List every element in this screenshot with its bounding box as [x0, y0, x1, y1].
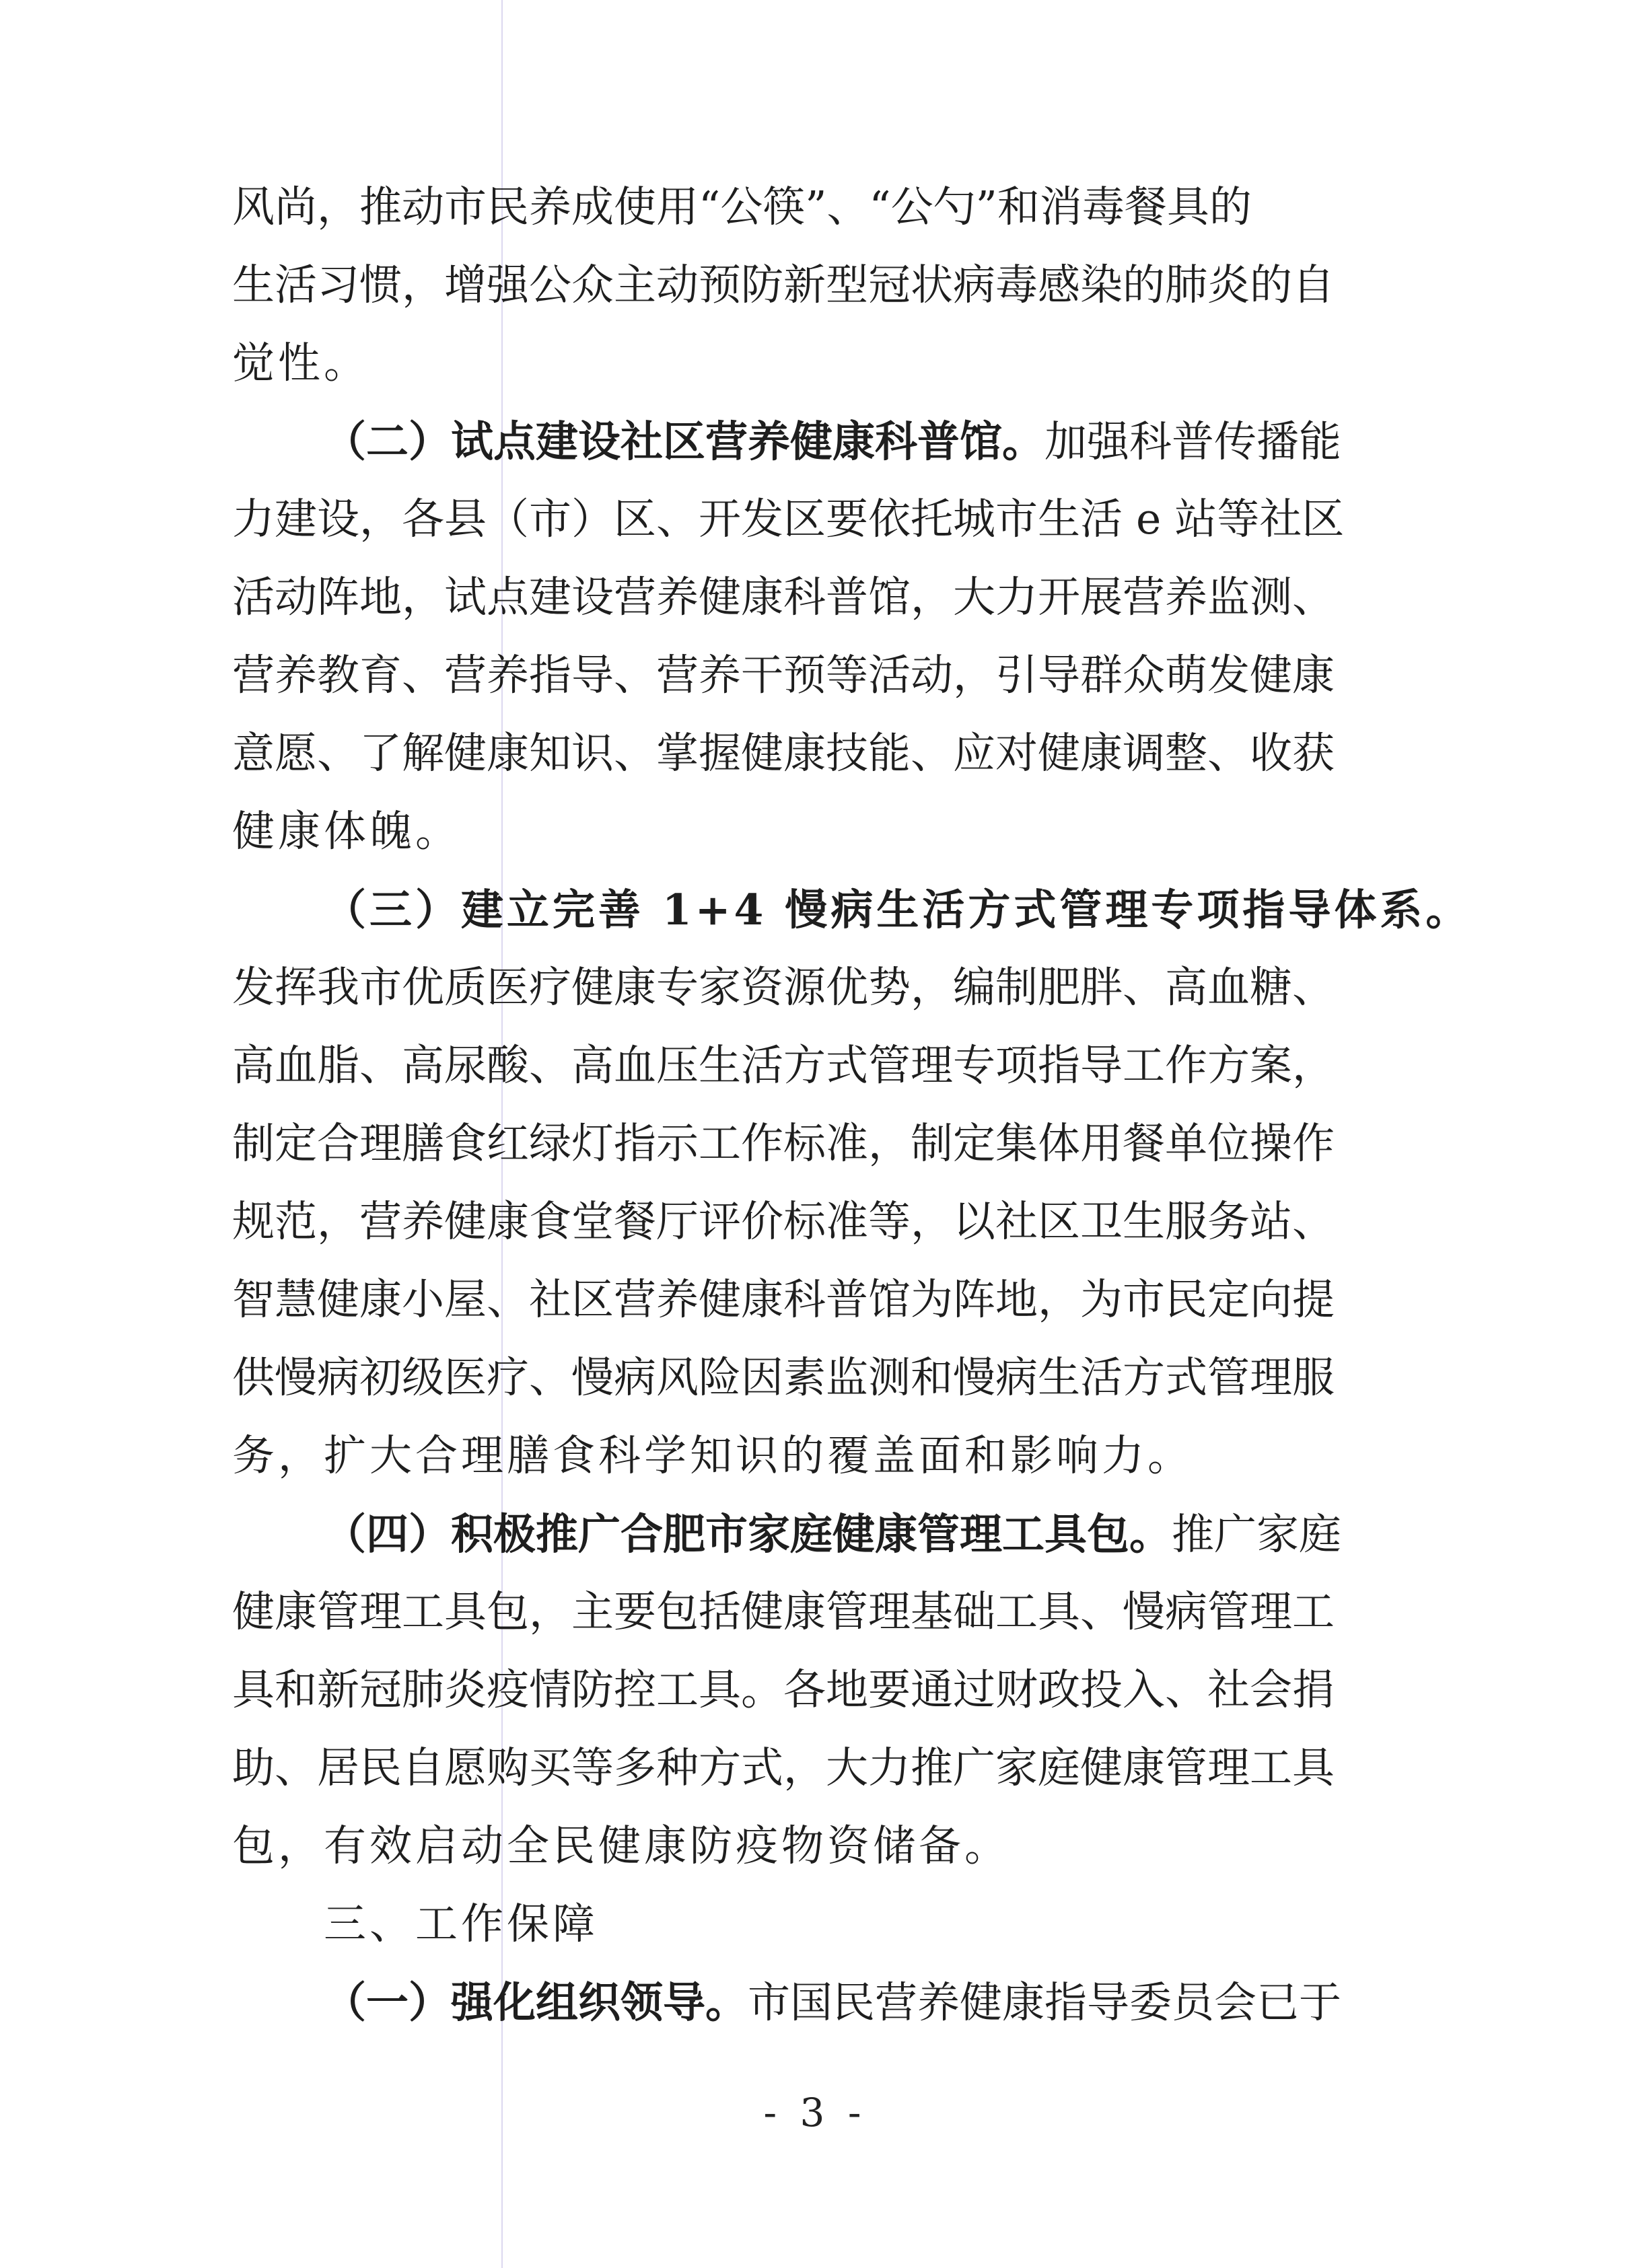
paragraph-line	[232, 480, 1359, 558]
line-text: 规范，营养健康食堂餐厅评价标准等，以社区卫生服务站、	[232, 1197, 1335, 1246]
paragraph-line	[232, 246, 1359, 324]
line-text: 意愿、了解健康知识、掌握健康技能、应对健康调整、收获	[232, 729, 1335, 778]
line-text: 智慧健康小屋、社区营养健康科普馆为阵地，为市民定向提	[232, 1275, 1335, 1324]
section-heading-line	[232, 402, 1359, 480]
paragraph-line	[232, 1339, 1359, 1417]
section-heading-line	[232, 1963, 1359, 2041]
page-number: - 3 -	[763, 2090, 867, 2135]
line-text: 市国民营养健康指导委员会已于	[748, 1977, 1341, 2027]
chapter-heading: 三、工作保障	[324, 1899, 598, 1948]
line-text: 助、居民自愿购买等多种方式，大力推广家庭健康管理工具	[232, 1743, 1335, 1792]
line-text: 觉性。	[232, 338, 369, 388]
paragraph-line	[232, 1573, 1359, 1651]
paragraph-line	[232, 1261, 1359, 1339]
section-heading	[324, 1963, 1341, 2042]
paragraph-line	[232, 1651, 1359, 1729]
paragraph-line	[232, 1183, 1359, 1261]
line-text: 务，扩大合理膳食科学知识的覆盖面和影响力。	[232, 1431, 1193, 1480]
line-text: 健康管理工具包，主要包括健康管理基础工具、慢病管理工	[232, 1587, 1335, 1636]
line-text: 营养教育、营养指导、营养干预等活动，引导群众萌发健康	[232, 651, 1335, 700]
paragraph-line	[232, 793, 1359, 871]
line-text: 包，有效启动全民健康防疫物资储备。	[232, 1821, 1010, 1870]
line-text: 推广家庭	[1172, 1509, 1341, 1559]
line-text: 加强科普传播能	[1044, 416, 1341, 466]
line-text: 制定合理膳食红绿灯指示工作标准，制定集体用餐单位操作	[232, 1119, 1335, 1168]
line-text: 供慢病初级医疗、慢病风险因素监测和慢病生活方式管理服	[232, 1353, 1335, 1402]
paragraph-line	[232, 949, 1359, 1027]
paragraph-line	[232, 558, 1359, 636]
section-heading-bold: （四）积极推广合肥市家庭健康管理工具包。	[324, 1508, 1172, 1559]
section-heading	[324, 402, 1341, 481]
chapter-heading-line	[232, 1885, 1359, 1963]
section-heading-line	[232, 871, 1472, 949]
line-text: 生活习惯，增强公众主动预防新型冠状病毒感染的肺炎的自	[232, 260, 1335, 309]
line-text: 具和新冠肺炎疫情防控工具。各地要通过财政投入、社会捐	[232, 1665, 1335, 1714]
paragraph-line	[232, 324, 1359, 402]
paragraph-line	[232, 1417, 1359, 1495]
paragraph-line	[232, 1105, 1359, 1183]
line-text: 风尚，推动市民养成使用“公筷”、“公勺”和消毒餐具的	[232, 182, 1252, 231]
section-heading-bold: （一）强化组织领导。	[324, 1977, 748, 2027]
paragraph-line	[232, 636, 1359, 715]
line-text: 健康体魄。	[232, 807, 461, 856]
paragraph-line	[232, 715, 1359, 793]
paragraph-line	[232, 1807, 1359, 1885]
paragraph-line	[232, 1729, 1359, 1807]
line-text: 活动阵地，试点建设营养健康科普馆，大力开展营养监测、	[232, 573, 1335, 622]
paragraph-line	[232, 168, 1359, 246]
paragraph-line	[232, 1027, 1359, 1105]
section-heading-bold: （三）建立完善 1+4 慢病生活方式管理专项指导体系。	[324, 885, 1472, 935]
section-heading-line	[232, 1495, 1359, 1573]
section-heading-bold: （二）试点建设社区营养健康科普馆。	[324, 416, 1044, 466]
line-text: 力建设，各县（市）区、开发区要依托城市生活 e 站等社区	[232, 495, 1345, 544]
line-text: 发挥我市优质医疗健康专家资源优势，编制肥胖、高血糖、	[232, 963, 1335, 1012]
body-text	[232, 168, 1472, 2041]
line-text: 高血脂、高尿酸、高血压生活方式管理专项指导工作方案，	[232, 1041, 1335, 1090]
section-heading	[324, 1495, 1341, 1574]
